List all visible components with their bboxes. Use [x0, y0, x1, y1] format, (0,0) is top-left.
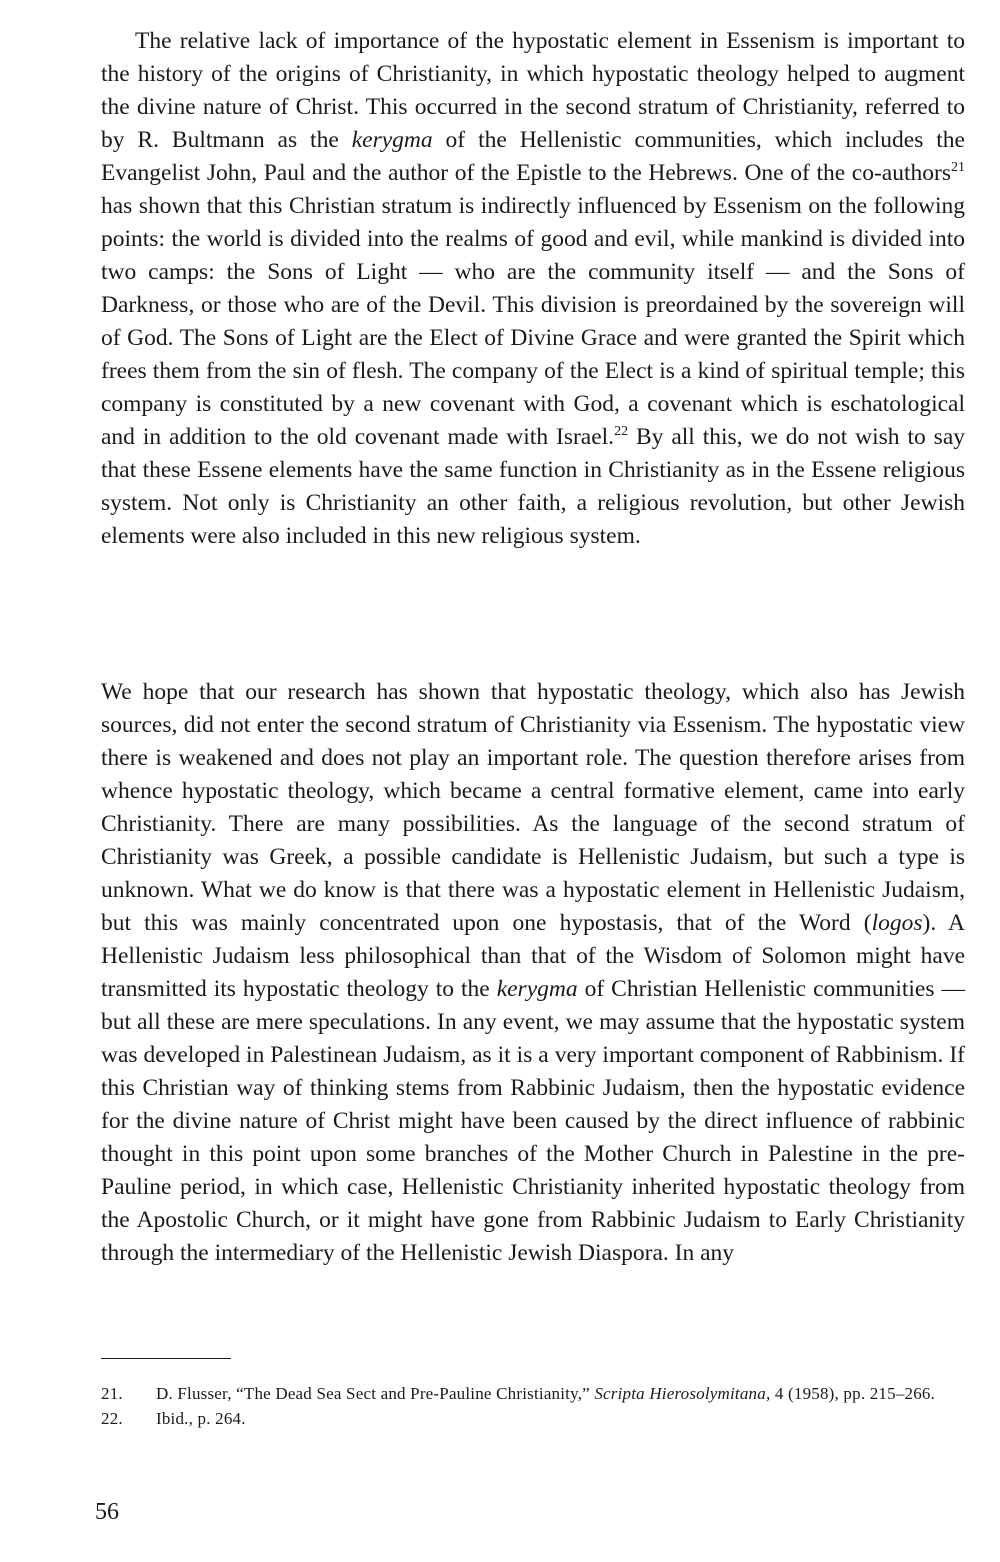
paragraph-2-text-1: We hope that our research has shown that hypostatic theology, which also has Jewish sources, did not enter the second stratum of Christianity via Essenism. The hypostatic view there is weakened and does not play an important role. The question therefore arises from whence hypostatic theology, which became a central formative element, came into early Christianity. There are many possibilities. As the language of the second stratum of Christianity was Greek, a possible candidate is Hellenistic Judaism, but such a type is unknown. What we do know is that there was a hypostatic element in Hellenistic Judaism, but this was mainly concentrated upon one hypostasis, that of the Word ( [101, 679, 965, 936]
body-paragraph-2 [101, 676, 965, 1270]
body-paragraph-1 [101, 25, 965, 553]
paragraph-1-italic-kerygma: kerygma [351, 127, 433, 153]
footnote-22 [101, 1406, 965, 1431]
footnotes-section [101, 1381, 965, 1431]
paragraph-1-text-3: has shown that this Christian stratum is indirectly influenced by Essenism on the following points: the world is divided into the realms of good and evil, while mankind is divided into two camps: the Sons of Light — who are the community itself — and the Sons of Darkness, or those who are of the Devil. This division is preordained by the sovereign will of God. The Sons of Light are the Elect of Divine Grace and were granted the Spirit which frees them from the sin of flesh. The company of the Elect is a kind of spiritual temple; this company is constituted by a new covenant with God, a covenant which is eschatological and in addition to the old covenant made with Israel. [101, 193, 965, 450]
footnote-number: 21. [101, 1384, 123, 1403]
paragraph-1-text-1: The relative lack of importance of the hypostatic element in Essenism is important to the history of the origins of Christianity, in which hypostatic theology helped to augment the divine nature of Christ. This occurred in the second stratum of Christianity, referred to by R. Bultmann as the [101, 28, 965, 153]
footnote-text: Ibid., p. 264. [156, 1409, 246, 1428]
paragraph-1-text-4: By all this, we do not wish to say that these Essene elements have the same function in Christianity as in the Essene religious system. Not only is Christianity an other faith, a religious revolution, but other Jewish elements were also included in this new religious system. [101, 424, 965, 549]
footnote-text-end: 4 (1958), pp. 215–266. [770, 1384, 936, 1403]
paragraph-2-text-2: ). A Hellenistic Judaism less philosophical than that of the Wisdom of Solomon might have transmitted its hypostatic theology to the [101, 910, 965, 1002]
footnote-journal-title: Scripta Hierosolymitana, [594, 1384, 771, 1403]
footnote-reference-21[interactable]: 21 [951, 160, 965, 175]
footnote-number: 22. [101, 1409, 123, 1428]
paragraph-1-text-2: of the Hellenistic communities, which includes the Evangelist John, Paul and the author of the Epistle to the Hebrews. One of the co-authors [101, 127, 965, 186]
paragraph-2-italic-logos: logos [871, 910, 923, 936]
paragraph-2-text-3: of Christian Hellenistic communities — but all these are mere speculations. In any event, we may assume that the hypostatic system was developed in Palestinean Judaism, as it is a very important component of Rabbinism. If this Christian way of thinking stems from Rabbinic Judaism, then the hypostatic evidence for the divine nature of Christ might have been caused by the direct influence of rabbinic thought in this point upon some branches of the Mother Church in Palestine in the pre-Pauline period, in which case, Hellenistic Christianity inherited hypostatic theology from the Apostolic Church, or it might have gone from Rabbinic Judaism to Early Christianity through the intermediary of the Hellenistic Jewish Diaspora. In any [101, 976, 965, 1266]
footnote-separator-rule [101, 1358, 231, 1359]
footnote-21 [101, 1381, 965, 1406]
footnote-reference-22[interactable]: 22 [614, 424, 629, 439]
page-number: 56 [95, 1499, 119, 1525]
paragraph-2-italic-kerygma: kerygma [496, 976, 578, 1002]
footnote-text: D. Flusser, “The Dead Sea Sect and Pre-Pauline Christianity,” [156, 1384, 595, 1403]
